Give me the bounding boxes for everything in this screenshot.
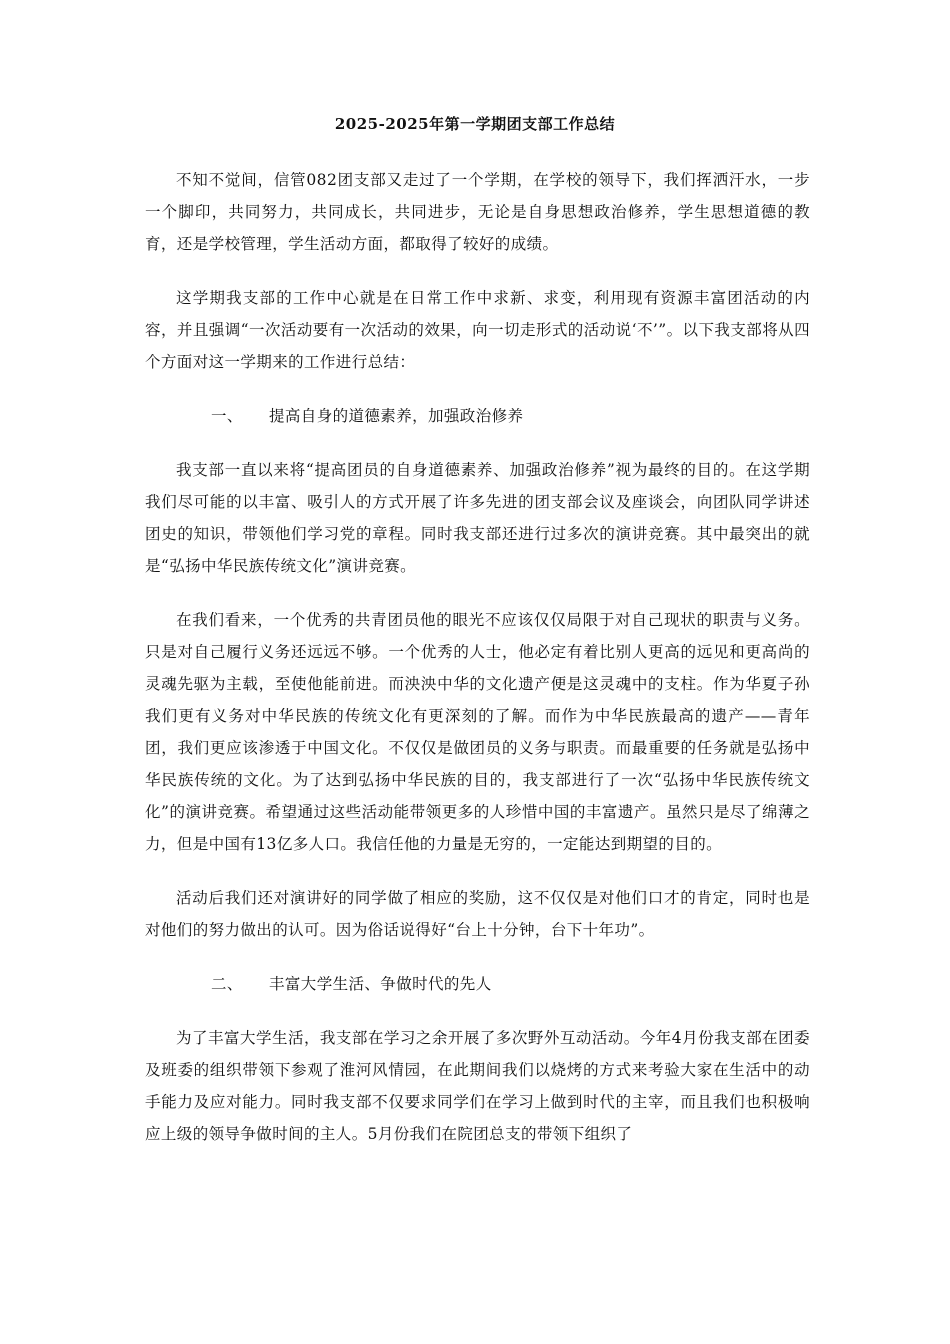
section-heading-text: 丰富大学生活、争做时代的先人 — [269, 975, 492, 993]
section-heading — [145, 968, 810, 1000]
paragraph: 活动后我们还对演讲好的同学做了相应的奖励，这不仅仅是对他们口才的肯定，同时也是对他们的努力做出的认可。因为俗话说得好“台上十分钟，台下十年功”。 — [145, 889, 810, 939]
section-heading-text: 提高自身的道德素养，加强政治修养 — [269, 407, 524, 425]
paragraph: 不知不觉间，信管082团支部又走过了一个学期，在学校的领导下，我们挥洒汗水，一步一个脚印，共同努力，共同成长，共同进步，无论是自身思想政治修养，学生思想道德的教育，还是学校管理，学生活动方面，都取得了较好的成绩。 — [145, 171, 810, 253]
paragraph: 我支部一直以来将“提高团员的自身道德素养、加强政治修养”视为最终的目的。在这学期我们尽可能的以丰富、吸引人的方式开展了许多先进的团支部会议及座谈会，向团队同学讲述团史的知识，带领他们学习党的章程。同时我支部还进行过多次的演讲竞赛。其中最突出的就是“弘扬中华民族传统文化”演讲竞赛。 — [145, 461, 810, 575]
document-title: 2025-2025年第一学期团支部工作总结 — [334, 115, 616, 133]
section-number: 二、 — [211, 975, 243, 993]
paragraph: 为了丰富大学生活，我支部在学习之余开展了多次野外互动活动。今年4月份我支部在团委及班委的组织带领下参观了淮河风情园，在此期间我们以烧烤的方式来考验大家在生活中的动手能力及应对能力。同时我支部不仅要求同学们在学习上做到时代的主宰，而且我们也积极响应上级的领导争做时间的主人。5月份我们在院团总支的带领下组织了 — [145, 1029, 810, 1143]
section-number: 一、 — [211, 407, 243, 425]
document-body — [145, 164, 810, 1150]
paragraph: 在我们看来，一个优秀的共青团员他的眼光不应该仅仅局限于对自己现状的职责与义务。只是对自己履行义务还远远不够。一个优秀的人士，他必定有着比别人更高的远见和更高尚的灵魂先驱为主载，至使他能前进。而泱泱中华的文化遗产便是这灵魂中的支柱。作为华夏子孙我们更有义务对中华民族的传统文化有更深刻的了解。而作为中华民族最高的遗产——青年团，我们更应该渗透于中国文化。不仅仅是做团员的义务与职责。而最重要的任务就是弘扬中华民族传统的文化。为了达到弘扬中华民族的目的，我支部进行了一次“弘扬中华民族传统文化”的演讲竞赛。希望通过这些活动能带领更多的人珍惜中国的丰富遗产。虽然只是尽了绵薄之力，但是中国有13亿多人口。我信任他的力量是无穷的，一定能达到期望的目的。 — [145, 611, 810, 853]
paragraph: 这学期我支部的工作中心就是在日常工作中求新、求变，利用现有资源丰富团活动的内容，并且强调“一次活动要有一次活动的效果，向一切走形式的活动说‘不’”。以下我支部将从四个方面对这一学期来的工作进行总结： — [145, 289, 810, 371]
section-heading — [145, 400, 810, 432]
